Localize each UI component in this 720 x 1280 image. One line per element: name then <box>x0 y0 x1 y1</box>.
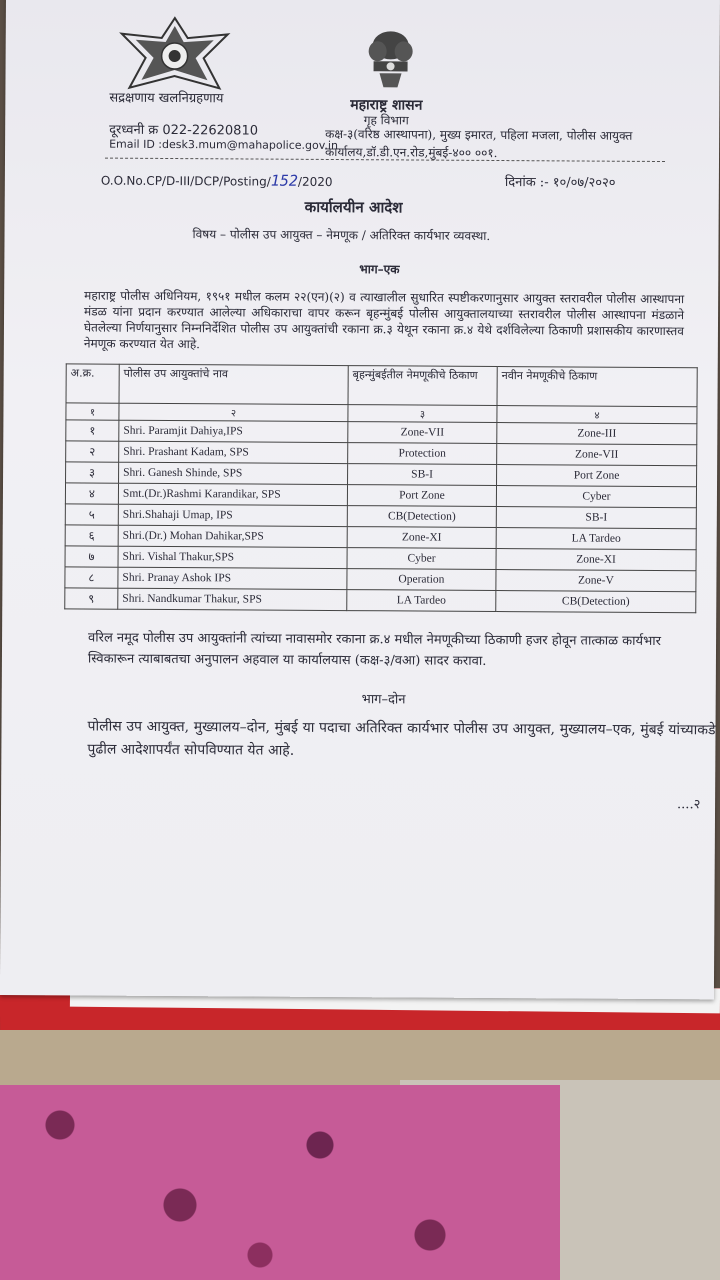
row-name-cell: Shri. Vishal Thakur,SPS <box>118 546 347 568</box>
table-header-row <box>66 364 697 407</box>
row-current-cell: SB-I <box>348 464 497 486</box>
part2-heading: भाग–दोन <box>361 692 406 708</box>
government-name: महाराष्ट्र शासन <box>350 97 423 114</box>
row-name-cell: Shri. Ganesh Shinde, SPS <box>119 462 348 484</box>
row-sr-cell: ४ <box>65 483 118 504</box>
posting-table <box>64 363 697 613</box>
col-header-name: पोलीस उप आयुक्तांचे नाव <box>119 364 348 404</box>
row-current-cell: CB(Detection) <box>347 506 496 528</box>
row-new-cell: LA Tardeo <box>496 528 696 550</box>
part2-paragraph: पोलीस उप आयुक्त, मुख्यालय–दोन, मुंबई या पदाचा अतिरिक्त कार्यभार पोलीस उप आयुक्त, मुख्यालय–एक, मुंबई यांच्याकडे पुढील आदेशापर्यंत सोपविण्यात येत आहे. <box>87 718 716 759</box>
row-current-cell: Operation <box>347 569 496 591</box>
table-row <box>65 588 696 613</box>
motto-text: सद्रक्षणाय खलनिग्रहणाय <box>109 90 224 107</box>
row-name-cell: Shri.Shahaji Umap, IPS <box>118 504 347 526</box>
row-new-cell: Zone-VII <box>497 444 697 466</box>
order-date: दिनांक :- १०/०७/२०२० <box>504 175 616 191</box>
row-current-cell: Protection <box>348 443 497 465</box>
row-sr-cell: ५ <box>65 504 118 525</box>
order-number-handwritten: 152 <box>270 171 298 190</box>
row-sr-cell: ९ <box>65 588 118 609</box>
row-sr-cell: ६ <box>65 525 118 546</box>
department-name: गृह विभाग <box>363 113 409 128</box>
address-line-2: कार्यालय,डॉ.डी.एन.रोड,मुंबई-४०० ००१. <box>325 144 498 161</box>
row-name-cell: Shri. Pranay Ashok IPS <box>118 567 347 589</box>
col-number: ४ <box>497 406 697 424</box>
email-address: Email ID :desk3.mum@mahapolice.gov.in <box>109 137 339 153</box>
row-new-cell: Cyber <box>496 486 696 508</box>
address-line-1: कक्ष-३(वरिष्ठ आस्थापना), मुख्य इमारत, पहिला मजला, पोलीस आयुक्त <box>325 126 633 143</box>
col-header-current: बृहन्मुंबईतील नेमणूकीचे ठिकाण <box>348 366 497 406</box>
ashoka-lion-capital-emblem-icon <box>355 25 425 95</box>
row-sr-cell: ७ <box>65 546 118 567</box>
row-name-cell: Shri. Paramjit Dahiya,IPS <box>119 420 348 442</box>
page-continuation: ....२ <box>677 797 701 813</box>
row-name-cell: Smt.(Dr.)Rashmi Karandikar, SPS <box>118 483 347 505</box>
part1-heading: भाग–एक <box>359 262 400 277</box>
part1-followup-paragraph: वरिल नमूद पोलीस उप आयुक्तांनी त्यांच्या नावासमोर रकाना क्र.४ मधील नेमणूकीच्या ठिकाणी हजर होवून तात्काळ कार्यभार स्विकारून त्याबाबतचा अनुपालन अहवाल या कार्यालयास (कक्ष-३/वआ) सादर करावा. <box>87 630 661 669</box>
order-title: कार्यालयीन आदेश <box>304 197 403 217</box>
row-new-cell: CB(Detection) <box>496 591 696 613</box>
col-header-new: नवीन नेमणूकीचे ठिकाण <box>497 367 697 407</box>
col-header-sr: अ.क्र. <box>66 364 119 403</box>
row-current-cell: Zone-XI <box>347 527 496 549</box>
row-current-cell: Port Zone <box>347 485 496 507</box>
phone-number: दूरध्वनी क्र 022-22620810 <box>109 122 259 139</box>
row-sr-cell: ८ <box>65 567 118 588</box>
row-new-cell: Port Zone <box>497 465 697 487</box>
order-number-prefix: O.O.No.CP/D-III/DCP/Posting/ <box>100 173 271 189</box>
row-new-cell: Zone-V <box>496 570 696 592</box>
row-current-cell: Cyber <box>347 548 496 570</box>
row-current-cell: LA Tardeo <box>347 590 496 612</box>
row-sr-cell: २ <box>66 441 119 462</box>
col-number: १ <box>66 403 119 420</box>
part1-paragraph: महाराष्ट्र पोलीस अधिनियम, १९५१ मधील कलम २२(एन)(२) व त्याखालील सुधारित स्पष्टीकरणानुसार आयुक्त स्तरावरील पोलीस आस्थापना मंडळ यांना प्रदान करण्यात आलेल्या अधिकाराचा वापर करून बृहन्मुंबई पोलीस आयुक्तालयाच्या स्तरावरील पोलीस आस्थापना मंडळाने घेतलेल्या निर्णयानुसार निम्ननिर्देशित पोलीस उप आयुक्तांची रकाना क्र.३ येथून रकाना क्र.४ येथे दर्शविलेल्या ठिकाणी प्रशासकीय कारणास्तव नेमणूक करण्यात येत आहे. <box>83 288 685 352</box>
row-sr-cell: ३ <box>66 462 119 483</box>
row-name-cell: Shri. Prashant Kadam, SPS <box>119 441 348 463</box>
row-new-cell: Zone-III <box>497 423 697 445</box>
col-number: ३ <box>348 405 497 423</box>
row-current-cell: Zone-VII <box>348 422 497 444</box>
row-new-cell: SB-I <box>496 507 696 529</box>
order-number-suffix: /2020 <box>297 174 333 189</box>
order-number <box>101 171 333 190</box>
row-name-cell: Shri.(Dr.) Mohan Dahikar,SPS <box>118 525 347 547</box>
row-new-cell: Zone-XI <box>496 549 696 571</box>
order-subject: विषय – पोलीस उप आयुक्त – नेमणूक / अतिरिक्त कार्यभार व्यवस्था. <box>192 227 491 243</box>
row-name-cell: Shri. Nandkumar Thakur, SPS <box>118 588 347 610</box>
mumbai-police-star-emblem-icon <box>115 16 233 97</box>
row-sr-cell: १ <box>66 420 119 441</box>
col-number: २ <box>119 403 348 421</box>
floral-cloth <box>0 1085 560 1280</box>
